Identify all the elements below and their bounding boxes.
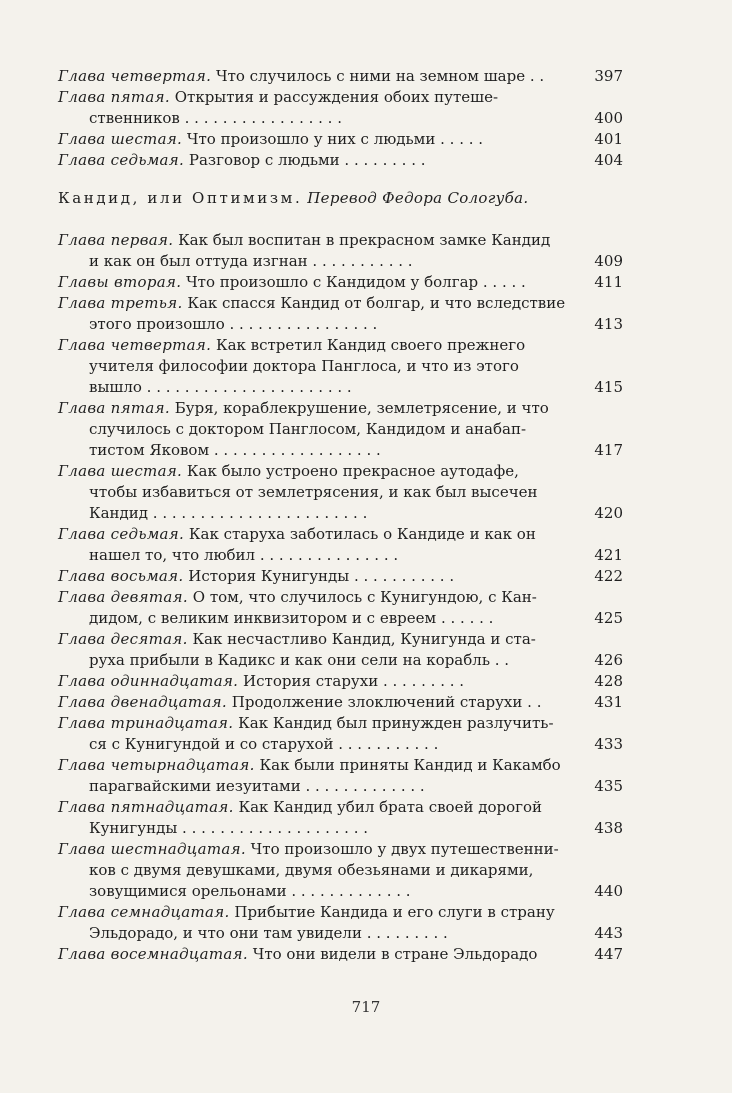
toc-entry — [58, 713, 623, 755]
chapter-label: Глава шестая. — [58, 130, 183, 148]
chapter-label: Глава четвертая. — [58, 67, 212, 85]
page-ref: 409 — [594, 252, 623, 270]
toc-line-text — [58, 272, 583, 293]
toc-line-text — [58, 524, 583, 545]
toc-entry — [58, 398, 623, 461]
chapter-label: Глава пятнадцатая. — [58, 798, 234, 816]
toc-line-text — [58, 608, 583, 629]
toc-line — [58, 293, 623, 314]
section-title: Кандид, или Оптимизм. — [58, 189, 303, 207]
toc-line — [58, 944, 623, 965]
toc-line — [58, 629, 623, 650]
chapter-title-text: учителя философии доктора Панглоса, и что из этого — [89, 357, 519, 375]
toc-line-text — [58, 902, 583, 923]
toc-line — [58, 818, 623, 839]
toc-line — [58, 440, 623, 461]
page-number: 717 — [351, 998, 381, 1016]
chapter-title-text: Как старуха заботилась о Кандиде и как он — [188, 525, 536, 543]
toc-line — [58, 230, 623, 251]
toc-entry — [58, 755, 623, 797]
toc-line-text — [58, 566, 583, 587]
toc-entry — [58, 87, 623, 129]
chapter-title-text: Что произошло у них с людьми . . . . . — [186, 130, 484, 148]
toc-line-text — [58, 440, 583, 461]
toc-entry — [58, 293, 623, 335]
chapter-title-text: Как несчастливо Кандид, Кунигунда и ста- — [192, 630, 536, 648]
toc-line — [58, 713, 623, 734]
chapter-label: Глава семнадцатая. — [58, 903, 230, 921]
toc-line-text — [58, 713, 583, 734]
chapter-label: Глава четвертая. — [58, 336, 212, 354]
chapter-label: Глава четырнадцатая. — [58, 756, 255, 774]
page-ref: 415 — [594, 378, 623, 396]
toc-line-text — [58, 671, 583, 692]
chapter-title-text: и как он был оттуда изгнан . . . . . . . . . . . — [89, 252, 413, 270]
toc-line — [58, 335, 623, 356]
toc-line — [58, 461, 623, 482]
chapter-title-text: ся с Кунигундой и со старухой . . . . . . . . . . . — [89, 735, 439, 753]
toc-entry — [58, 629, 623, 671]
toc-entry — [58, 335, 623, 398]
toc-line — [58, 776, 623, 797]
chapter-title-text: дидом, с великим инквизитором и с евреем . . . . . . — [89, 609, 494, 627]
chapter-title-text: парагвайскими иезуитами . . . . . . . . . . . . . — [89, 777, 425, 795]
page-ref: 411 — [594, 273, 623, 291]
page-ref: 438 — [594, 819, 623, 837]
toc-entry — [58, 692, 623, 713]
toc-line-text — [58, 251, 583, 272]
chapter-title-text: Как спасся Кандид от болгар, и что вследствие — [187, 294, 566, 312]
chapter-label: Главы вторая. — [58, 273, 182, 291]
toc-line — [58, 587, 623, 608]
page-ref: 447 — [594, 945, 623, 963]
toc-line-text — [58, 797, 583, 818]
page-ref: 422 — [594, 567, 623, 585]
chapter-title-text: Продолжение злоключений старухи . . — [231, 693, 542, 711]
chapter-label: Глава тринадцатая. — [58, 714, 234, 732]
toc-line — [58, 545, 623, 566]
toc-line-text — [58, 629, 583, 650]
chapter-title-text: О том, что случилось с Кунигундою, с Кан- — [192, 588, 537, 606]
chapter-title-text: Как Кандид был принужден разлучить- — [238, 714, 554, 732]
toc-entry — [58, 230, 623, 272]
chapter-label: Глава первая. — [58, 231, 174, 249]
chapter-title-text: Что произошло у двух путешественни- — [250, 840, 559, 858]
toc-line-text — [58, 923, 583, 944]
chapter-label: Глава десятая. — [58, 630, 188, 648]
toc-line-text — [58, 398, 583, 419]
toc-line-text — [58, 503, 583, 524]
toc-line — [58, 671, 623, 692]
chapter-title-text: вышло . . . . . . . . . . . . . . . . . . . . . . — [89, 378, 352, 396]
toc-line — [58, 419, 623, 440]
toc-line-text — [58, 314, 583, 335]
chapter-title-text: История старухи . . . . . . . . . — [243, 672, 465, 690]
toc-line — [58, 129, 623, 150]
toc-line-text — [58, 419, 583, 440]
chapter-title-text: зовущимися орельонами . . . . . . . . . . . . . — [89, 882, 411, 900]
chapter-label: Глава пятая. — [58, 399, 170, 417]
toc-line-text — [58, 293, 583, 314]
toc-line — [58, 608, 623, 629]
toc-line — [58, 108, 623, 129]
chapter-label: Глава седьмая. — [58, 525, 185, 543]
page-ref: 425 — [594, 609, 623, 627]
chapter-title-text: Открытия и рассуждения обоих путеше- — [174, 88, 499, 106]
toc-line — [58, 314, 623, 335]
chapter-title-text: Кандид . . . . . . . . . . . . . . . . . . . . . . . — [89, 504, 368, 522]
toc-line — [58, 650, 623, 671]
chapter-label: Глава седьмая. — [58, 151, 185, 169]
chapter-title-text: Как было устроено прекрасное аутодафе, — [186, 462, 519, 480]
toc-entry — [58, 150, 623, 171]
chapter-title-text: Что случилось с ними на земном шаре . . — [215, 67, 545, 85]
chapter-title-text: ственников . . . . . . . . . . . . . . . . . — [89, 109, 342, 127]
chapter-title-text: Что они видели в стране Эльдорадо — [252, 945, 538, 963]
toc-entry — [58, 461, 623, 524]
toc-line — [58, 503, 623, 524]
toc-line — [58, 923, 623, 944]
toc-line — [58, 692, 623, 713]
chapter-title-text: Кунигунды . . . . . . . . . . . . . . . . . . . . — [89, 819, 369, 837]
chapter-label: Глава одиннадцатая. — [58, 672, 239, 690]
toc-line-text — [58, 755, 583, 776]
chapter-title-text: Разговор с людьми . . . . . . . . . — [188, 151, 426, 169]
chapter-title-text: Прибытие Кандида и его слуги в страну — [234, 903, 555, 921]
toc-line — [58, 398, 623, 419]
page-ref: 426 — [594, 651, 623, 669]
page-ref: 417 — [594, 441, 623, 459]
toc-line-text — [58, 734, 583, 755]
chapter-label: Глава восьмая. — [58, 567, 184, 585]
toc-line — [58, 482, 623, 503]
section-translator: Перевод Федора Сологуба. — [307, 189, 529, 207]
toc-line — [58, 272, 623, 293]
page-ref: 431 — [594, 693, 623, 711]
toc-line-text — [58, 461, 583, 482]
toc-line-text — [58, 944, 583, 965]
toc-line-text — [58, 818, 583, 839]
toc-entry — [58, 272, 623, 293]
toc-line — [58, 755, 623, 776]
chapter-title-text: Как был воспитан в прекрасном замке Кандид — [178, 231, 551, 249]
toc-line — [58, 150, 623, 171]
chapter-title-text: случилось с доктором Панглосом, Кандидом и анабап- — [89, 420, 527, 438]
toc-line-text — [58, 881, 583, 902]
toc-line-text — [58, 776, 583, 797]
page-ref: 404 — [594, 151, 623, 169]
toc-line-text — [58, 587, 583, 608]
toc-line — [58, 566, 623, 587]
chapter-label: Глава двенадцатая. — [58, 693, 227, 711]
toc-line-text — [58, 860, 583, 881]
page-ref: 443 — [594, 924, 623, 942]
chapter-label: Глава третья. — [58, 294, 183, 312]
toc-line-text — [58, 66, 583, 87]
toc-line — [58, 356, 623, 377]
chapter-label: Глава девятая. — [58, 588, 188, 606]
toc-entry — [58, 129, 623, 150]
chapter-label: Глава шестая. — [58, 462, 183, 480]
chapter-title-text: ков с двумя девушками, двумя обезьянами и дикарями, — [89, 861, 534, 879]
chapter-title-text: нашел то, что любил . . . . . . . . . . . . . . . — [89, 546, 399, 564]
chapter-title-text: Что произошло с Кандидом у болгар . . . . . — [186, 273, 526, 291]
toc-entry — [58, 671, 623, 692]
chapter-title-text: Как Кандид убил брата своей дорогой — [238, 798, 543, 816]
page-ref: 401 — [594, 130, 623, 148]
chapter-title-text: Буря, кораблекрушение, землетрясение, и что — [174, 399, 549, 417]
page-ref: 421 — [594, 546, 623, 564]
section-heading — [58, 188, 623, 209]
toc-line — [58, 251, 623, 272]
page-ref: 400 — [594, 109, 623, 127]
toc-line-text — [58, 692, 583, 713]
toc-line — [58, 797, 623, 818]
toc-line-text — [58, 839, 583, 860]
toc-line — [58, 881, 623, 902]
toc-line — [58, 860, 623, 881]
toc-entry — [58, 524, 623, 566]
toc-line-text — [58, 482, 583, 503]
chapter-title-text: Эльдорадо, и что они там увидели . . . . . . . . . — [89, 924, 448, 942]
chapter-title-text: чтобы избавиться от землетрясения, и как был высечен — [89, 483, 538, 501]
page-ref: 435 — [594, 777, 623, 795]
toc-entry — [58, 587, 623, 629]
toc-entry — [58, 66, 623, 87]
toc-line — [58, 839, 623, 860]
toc-entry — [58, 902, 623, 944]
toc-line-text — [58, 87, 583, 108]
toc-main-list — [58, 230, 623, 965]
toc-entry — [58, 797, 623, 839]
toc-line-text — [58, 230, 583, 251]
toc-line-text — [58, 356, 583, 377]
page-ref: 413 — [594, 315, 623, 333]
toc-line-text — [58, 545, 583, 566]
toc-line — [58, 734, 623, 755]
toc-line — [58, 87, 623, 108]
page-ref: 420 — [594, 504, 623, 522]
chapter-title-text: Как встретил Кандид своего прежнего — [215, 336, 526, 354]
toc-entry — [58, 839, 623, 902]
page-ref: 440 — [594, 882, 623, 900]
chapter-title-text: Как были приняты Кандид и Какамбо — [259, 756, 561, 774]
toc-line-text — [58, 108, 583, 129]
toc-line-text — [58, 377, 583, 398]
toc-line — [58, 902, 623, 923]
chapter-label: Глава пятая. — [58, 88, 170, 106]
table-of-contents — [58, 66, 623, 965]
toc-line — [58, 66, 623, 87]
chapter-title-text: История Кунигунды . . . . . . . . . . . — [188, 567, 455, 585]
toc-line — [58, 524, 623, 545]
toc-entry — [58, 566, 623, 587]
toc-line-text — [58, 650, 583, 671]
chapter-label: Глава восемнадцатая. — [58, 945, 248, 963]
toc-line-text — [58, 150, 583, 171]
page-ref: 433 — [594, 735, 623, 753]
toc-entry — [58, 944, 623, 965]
toc-line-text — [58, 129, 583, 150]
chapter-title-text: тистом Яковом . . . . . . . . . . . . . . . . . . — [89, 441, 381, 459]
toc-line — [58, 377, 623, 398]
toc-top-list — [58, 66, 623, 171]
chapter-title-text: руха прибыли в Кадикс и как они сели на корабль . . — [89, 651, 510, 669]
chapter-label: Глава шестнадцатая. — [58, 840, 246, 858]
chapter-title-text: этого произошло . . . . . . . . . . . . . . . . — [89, 315, 378, 333]
page-ref: 428 — [594, 672, 623, 690]
toc-line-text — [58, 335, 583, 356]
page-ref: 397 — [594, 67, 623, 85]
